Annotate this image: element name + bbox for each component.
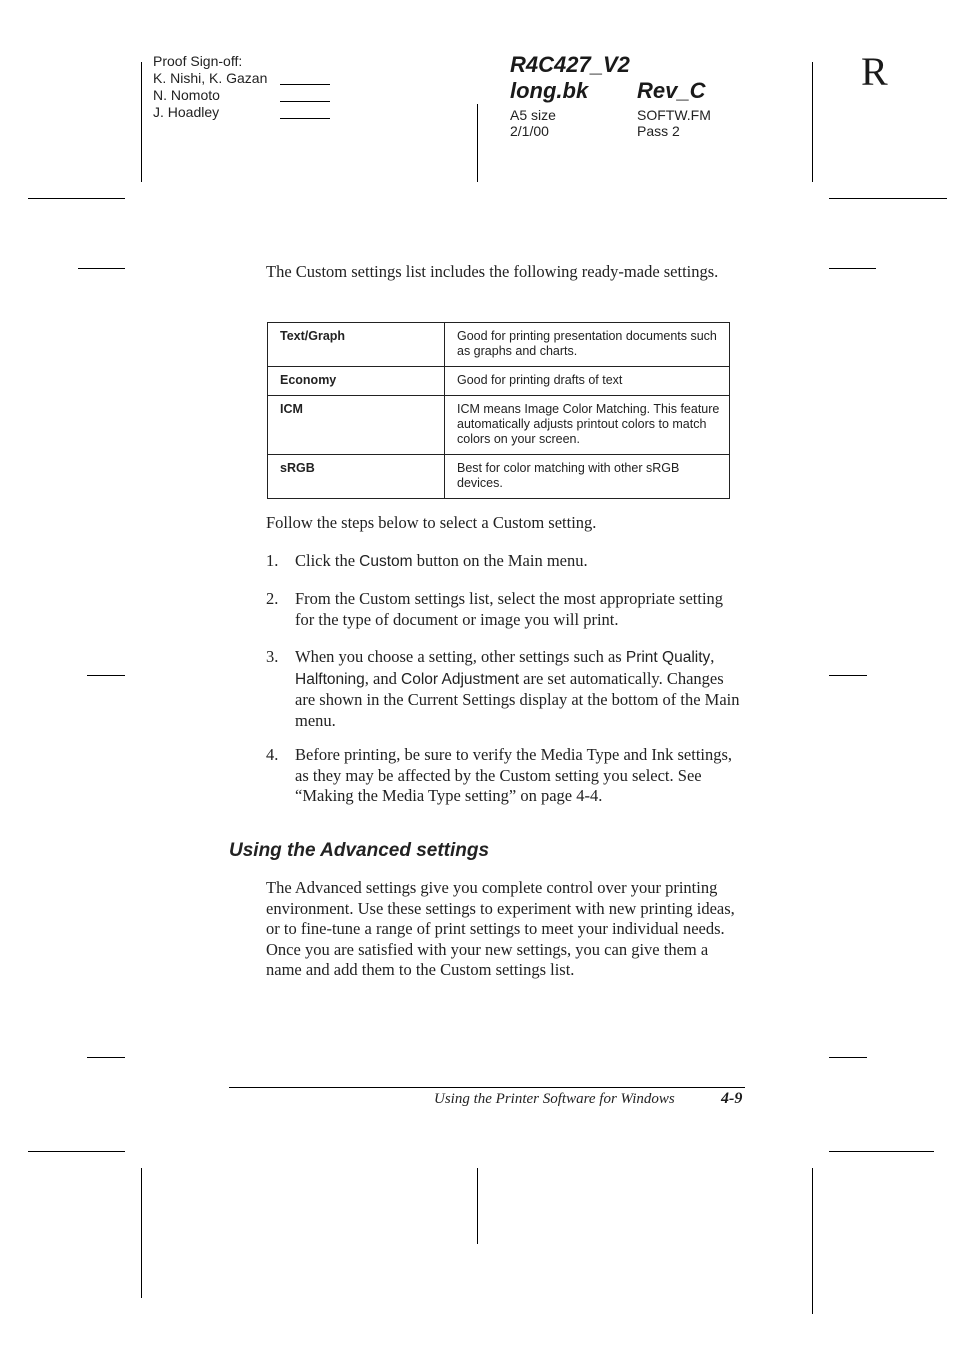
crop-mark-bottom-right-vertical: [812, 1168, 813, 1314]
trim-mark-left-middle: [87, 675, 125, 676]
step-number: 3.: [266, 647, 279, 666]
footer-chapter-title: Using the Printer Software for Windows: [434, 1091, 675, 1107]
crop-mark-top-right-vertical: [812, 62, 813, 182]
footer-page-number: 4-9: [721, 1090, 743, 1107]
setting-name: sRGB: [268, 455, 445, 499]
step-item: [266, 589, 746, 631]
step-number: 4.: [266, 745, 279, 764]
footer-rule: [229, 1087, 745, 1088]
proof-signoff-block: [153, 53, 343, 121]
doc-revision: Rev_C: [637, 78, 706, 103]
setting-description: ICM means Image Color Matching. This feature automatically adjusts printout colors to match colors on your screen.: [445, 396, 730, 455]
setting-description: Good for printing drafts of text: [445, 367, 730, 396]
crop-mark-bottom-left-horizontal: [28, 1151, 125, 1152]
step-text: Before printing, be sure to verify the Media Type and Ink settings, as they may be affected by the Custom setting you select. See “Making the Media Type setting” on page 4-4.: [295, 745, 733, 805]
corner-letter: R: [861, 49, 888, 94]
crop-mark-bottom-center-vertical: [477, 1168, 478, 1244]
crop-mark-bottom-left-vertical: [141, 1168, 142, 1298]
ui-term-custom: Custom: [359, 553, 413, 570]
table-row: [268, 396, 730, 455]
trim-mark-left-lower: [87, 1057, 125, 1058]
signature-line: [280, 101, 330, 102]
ui-term-print-quality: Print Quality: [625, 649, 711, 666]
trim-mark-left-upper: [78, 268, 125, 269]
doc-date: 2/1/00: [510, 123, 549, 139]
crop-mark-top-right-horizontal: [829, 198, 947, 199]
custom-settings-table: [267, 322, 730, 499]
crop-mark-bottom-right-horizontal: [829, 1151, 934, 1152]
doc-id-line2-left: long.bk: [510, 78, 589, 103]
step-item: [266, 745, 746, 809]
signature-line: [280, 118, 330, 119]
steps-intro: Follow the steps below to select a Custom setting.: [266, 513, 597, 532]
doc-size: A5 size: [510, 107, 556, 123]
setting-name: Text/Graph: [268, 323, 445, 367]
crop-mark-top-center-vertical: [477, 104, 478, 182]
doc-file: SOFTW.FM: [637, 107, 711, 123]
signature-line: [280, 84, 330, 85]
trim-mark-right-lower: [829, 1057, 867, 1058]
step-text: When you choose a setting, other settings such as Print Quality, Halftoning, and Color Adjustment are set automatically. Changes are shown in the Current Settings display at the bottom of the Main menu.: [295, 647, 740, 730]
trim-mark-right-upper: [829, 268, 876, 269]
trim-mark-right-middle: [829, 675, 867, 676]
section-heading: Using the Advanced settings: [229, 840, 490, 861]
setting-name: Economy: [268, 367, 445, 396]
step-number: 2.: [266, 589, 279, 608]
step-text: From the Custom settings list, select the most appropriate setting for the type of document or image you will print.: [295, 589, 724, 629]
signoff-name: J. Hoadley: [153, 104, 220, 120]
step-number: 1.: [266, 551, 279, 570]
crop-mark-top-left-vertical: [141, 62, 142, 182]
intro-paragraph: The Custom settings list includes the following ready-made settings.: [266, 262, 719, 281]
step-text: Click the Custom button on the Main menu.: [295, 551, 588, 570]
ui-term-color-adjustment: Color Adjustment: [401, 670, 520, 688]
signoff-title: Proof Sign-off:: [153, 53, 243, 69]
crop-mark-top-left-horizontal: [28, 198, 125, 199]
doc-pass: Pass 2: [637, 123, 680, 139]
table-row: [268, 455, 730, 499]
advanced-paragraph: The Advanced settings give you complete control over your printing environment. Use these settings to experiment with new printing ideas, or to fine-tune a range of print settings to meet your individual needs. Once you are satisfied with your new settings, you can give them a name and add them to the Custom settings list.: [266, 878, 735, 979]
signoff-name: N. Nomoto: [153, 87, 220, 103]
setting-description: Good for printing presentation documents such as graphs and charts.: [445, 323, 730, 367]
step-item: [266, 647, 746, 731]
setting-name: ICM: [268, 396, 445, 455]
table-row: [268, 323, 730, 367]
step-item: [266, 551, 746, 573]
setting-description: Best for color matching with other sRGB devices.: [445, 455, 730, 499]
ui-term-halftoning: Halftoning: [295, 670, 365, 688]
table-row: [268, 367, 730, 396]
signoff-name: K. Nishi, K. Gazan: [153, 70, 268, 86]
doc-id-line1: R4C427_V2: [510, 52, 630, 77]
